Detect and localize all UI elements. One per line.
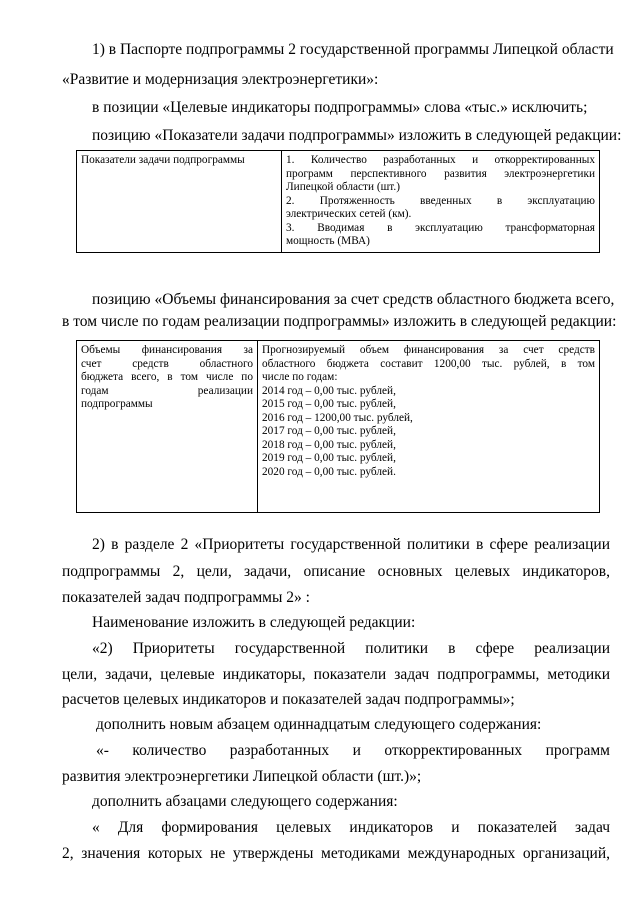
para-10: дополнить абзацами следующего содержания: xyxy=(92,793,398,810)
para-8: дополнить новым абзацем одиннадцатым следующего содержания: xyxy=(96,716,542,733)
para-4-line-1: позицию «Объемы финансирования за счет средств областного бюджета всего, xyxy=(92,291,615,308)
indicators-table xyxy=(76,150,600,253)
para-5-line-1: 2) в разделе 2 «Приоритеты государственной политики в сфере реализации xyxy=(92,536,610,553)
financing-year-line: 2019 год – 0,00 тыс. рублей, xyxy=(262,452,396,464)
para-7-line-3: расчетов целевых индикаторов и показателей задач подпрограммы»; xyxy=(62,691,515,708)
indicator-line: Липецкой области (шт.) xyxy=(286,181,400,193)
para-9-line-1: «- количество разработанных и откорректированных программ xyxy=(96,742,610,759)
financing-table xyxy=(76,340,600,513)
para-9-line-2: развития электроэнергетики Липецкой области (шт.)»; xyxy=(62,768,422,785)
financing-label-line: подпрограммы xyxy=(81,398,153,410)
indicators-table-right-cell xyxy=(282,151,600,253)
indicator-line: электрических сетей (км). xyxy=(286,208,412,220)
para-7-line-1: «2) Приоритеты государственной политики в сфере реализации xyxy=(92,640,610,657)
para-5-line-3: показателей задач подпрограммы 2» : xyxy=(62,589,310,606)
indicators-table-label: Показатели задачи подпрограммы xyxy=(81,154,245,166)
indicator-line: мощность (МВА) xyxy=(286,235,370,247)
para-4-line-2: в том числе по годам реализации подпрограммы» изложить в следующей редакции: xyxy=(62,313,617,330)
para-5-line-2: подпрограммы 2, цели, задачи, описание основных целевых индикаторов, xyxy=(62,563,610,580)
indicators-table-left-cell xyxy=(77,151,282,253)
financing-year-line: 2017 год – 0,00 тыс. рублей, xyxy=(262,425,396,437)
financing-intro-line: Прогнозируемый объем финансирования за счет средств xyxy=(262,344,595,356)
para-2: в позиции «Целевые индикаторы подпрограммы» слова «тыс.» исключить; xyxy=(92,99,588,116)
para-11-line-2: 2, значения которых не утверждены методиками международных организаций, xyxy=(62,845,610,862)
financing-label-line: Объемы финансирования за xyxy=(81,344,253,356)
para-1-line-1: 1) в Паспорте подпрограммы 2 государственной программы Липецкой области xyxy=(92,41,614,58)
para-11-line-1: « Для формирования целевых индикаторов и показателей задач xyxy=(92,819,610,836)
financing-year-line: 2015 год – 0,00 тыс. рублей, xyxy=(262,398,396,410)
para-3: позицию «Показатели задачи подпрограммы» изложить в следующей редакции: xyxy=(92,127,622,144)
financing-label-line: годам реализации xyxy=(81,384,253,397)
indicator-line: 3. Вводимая в эксплуатацию трансформаторная xyxy=(286,221,595,234)
indicator-line: 2. Протяженность введенных в эксплуатацию xyxy=(286,194,595,207)
financing-intro-line: числе по годам: xyxy=(262,371,338,383)
financing-label-line: бюджета всего, в том числе по xyxy=(81,371,253,383)
financing-table-right-cell xyxy=(258,341,600,513)
financing-table-left-cell xyxy=(77,341,258,513)
financing-year-line: 2016 год – 1200,00 тыс. рублей, xyxy=(262,411,413,424)
indicator-line: программ перспективного развития электроэнергетики xyxy=(286,167,595,180)
financing-year-line: 2014 год – 0,00 тыс. рублей, xyxy=(262,384,396,397)
para-1-line-2: «Развитие и модернизация электроэнергетики»: xyxy=(62,71,379,88)
financing-year-line: 2018 год – 0,00 тыс. рублей, xyxy=(262,438,396,451)
financing-year-line: 2020 год – 0,00 тыс. рублей. xyxy=(262,465,396,478)
financing-label-line: счет средств областного xyxy=(81,357,253,370)
para-6: Наименование изложить в следующей редакции: xyxy=(92,614,416,631)
para-7-line-2: цели, задачи, целевые индикаторы, показатели задач подпрограммы, методики xyxy=(62,666,610,683)
financing-intro-line: областного бюджета составит 1200,00 тыс. рублей, в том xyxy=(262,357,595,370)
indicator-line: 1. Количество разработанных и откорректированных xyxy=(286,154,595,166)
